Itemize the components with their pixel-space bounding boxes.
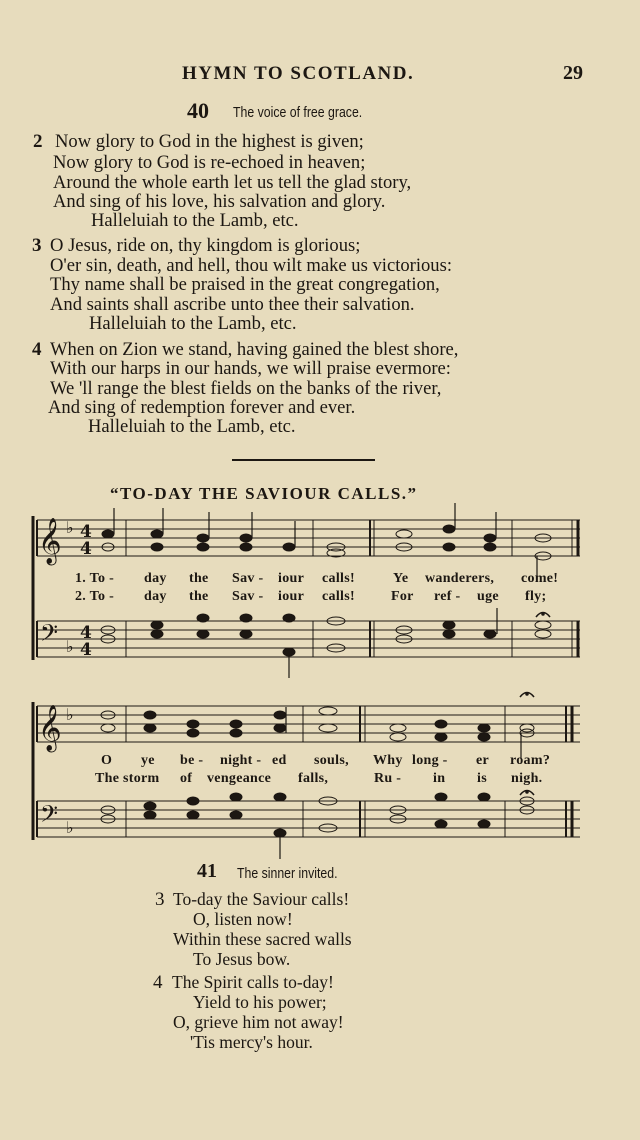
hymn-title: The sinner invited. (237, 865, 338, 882)
lyric-syllable: day (144, 589, 167, 604)
verse-line: O Jesus, ride on, thy kingdom is glorious; (50, 235, 361, 256)
lyric-syllable: the (189, 571, 209, 586)
time-signature: 4 (80, 522, 92, 542)
stanza-number: 2 (33, 131, 43, 152)
verse-line: Within these sacred walls (173, 929, 352, 949)
lyric-syllable: nigh. (511, 771, 543, 786)
refrain-line: Halleluiah to the Lamb, etc. (91, 210, 299, 231)
time-signature: 4 (80, 623, 92, 643)
lyric-syllable: day (144, 571, 167, 586)
verse-line: O, grieve him not away! (173, 1012, 344, 1032)
hymn-title: The voice of free grace. (233, 104, 363, 121)
verse-line: When on Zion we stand, having gained the blest shore, (50, 339, 459, 360)
lyric-syllable: ye (141, 753, 155, 768)
refrain-line: Halleluiah to the Lamb, etc. (89, 313, 297, 334)
lyric-syllable: wanderers, (425, 571, 495, 586)
lyric-syllable: For (391, 589, 414, 604)
stanza-number: 4 (32, 339, 42, 360)
lyric-syllable: 2. To - (75, 589, 115, 604)
lyric-syllable: long - (412, 753, 448, 768)
lyric-syllable: calls! (322, 571, 355, 586)
hymn-number: 41 (197, 860, 217, 882)
lyric-syllable: er (476, 753, 490, 768)
verse-line: The Spirit calls to-day! (172, 972, 334, 992)
lyric-syllable: night - (220, 753, 262, 768)
bass-clef-icon: 𝄢 (40, 800, 59, 833)
flat-icon: ♭ (66, 637, 74, 656)
lyric-syllable: in (433, 771, 446, 786)
lyric-syllable: vengeance (207, 771, 272, 786)
verse-line: Yield to his power; (193, 992, 327, 1012)
flat-icon: ♭ (66, 518, 74, 537)
stanza-number: 3 (155, 889, 165, 910)
bass-clef-icon: 𝄢 (40, 619, 59, 652)
lyric-syllable: Ye (393, 571, 409, 586)
lyric-syllable: roam? (510, 753, 551, 768)
time-signature: 4 (80, 539, 92, 559)
lyric-syllable: ref - (434, 589, 461, 604)
verse-line: 'Tis mercy's hour. (190, 1032, 313, 1052)
lyric-syllable: 1. To - (75, 571, 115, 586)
stanza-number: 4 (153, 972, 163, 993)
lyric-syllable: Sav - (232, 571, 264, 586)
page-number: 29 (563, 62, 583, 84)
lyric-syllable: is (477, 771, 487, 786)
running-title: HYMN TO SCOTLAND. (182, 63, 415, 84)
staff-bass-2 (37, 801, 580, 837)
verse-line: Now glory to God in the highest is given; (55, 131, 364, 152)
lyric-syllable: O (101, 753, 113, 768)
lyric-syllable: iour (278, 571, 305, 586)
lyric-syllable: fly; (525, 589, 547, 604)
lyric-syllable: ed (272, 753, 287, 768)
lyric-syllable: Sav - (232, 589, 264, 604)
staff-treble-2 (37, 706, 580, 742)
lyric-syllable: falls, (298, 771, 329, 786)
hymn-number: 40 (187, 98, 209, 123)
verse-line: Around the whole earth let us tell the glad story, (53, 172, 412, 193)
lyric-syllable: souls, (314, 753, 349, 768)
stanza-number: 3 (32, 235, 42, 256)
lyric-syllable: of (180, 771, 193, 786)
verse-line: To Jesus bow. (193, 949, 291, 969)
lyric-syllable: uge (477, 589, 499, 604)
lyric-syllable: Ru - (374, 771, 402, 786)
treble-clef-icon: 𝄞 (38, 518, 62, 564)
verse-line: We 'll range the blest fields on the banks of the river, (50, 378, 442, 399)
verse-line: O'er sin, death, and hell, thou wilt make us victorious: (50, 255, 453, 276)
refrain-line: Halleluiah to the Lamb, etc. (88, 416, 296, 437)
lyric-syllable: The storm (95, 771, 160, 786)
verse-line: And sing of redemption forever and ever. (48, 397, 356, 418)
verse-line: O, listen now! (193, 909, 293, 929)
staff-treble-1 (37, 520, 580, 556)
lyric-syllable: come! (521, 571, 559, 586)
flat-icon: ♭ (66, 705, 74, 724)
lyric-syllable: iour (278, 589, 305, 604)
lyric-syllable: the (189, 589, 209, 604)
treble-clef-icon: 𝄞 (38, 705, 62, 751)
lyric-syllable: calls! (322, 589, 355, 604)
song-title: “TO-DAY THE SAVIOUR CALLS.” (110, 484, 418, 503)
staff-bass-1 (37, 621, 580, 657)
lyric-syllable: Why (373, 753, 403, 768)
verse-line: With our harps in our hands, we will praise evermore: (50, 358, 451, 379)
verse-line: To-day the Saviour calls! (173, 889, 350, 909)
verse-line: Now glory to God is re-echoed in heaven; (53, 152, 366, 173)
lyric-syllable: be - (180, 753, 204, 768)
verse-line: Thy name shall be praised in the great congregation, (50, 274, 440, 295)
flat-icon: ♭ (66, 818, 74, 837)
verse-line: And sing of his love, his salvation and glory. (53, 191, 386, 212)
verse-line: And saints shall ascribe unto thee their salvation. (50, 294, 415, 315)
time-signature: 4 (80, 640, 92, 660)
